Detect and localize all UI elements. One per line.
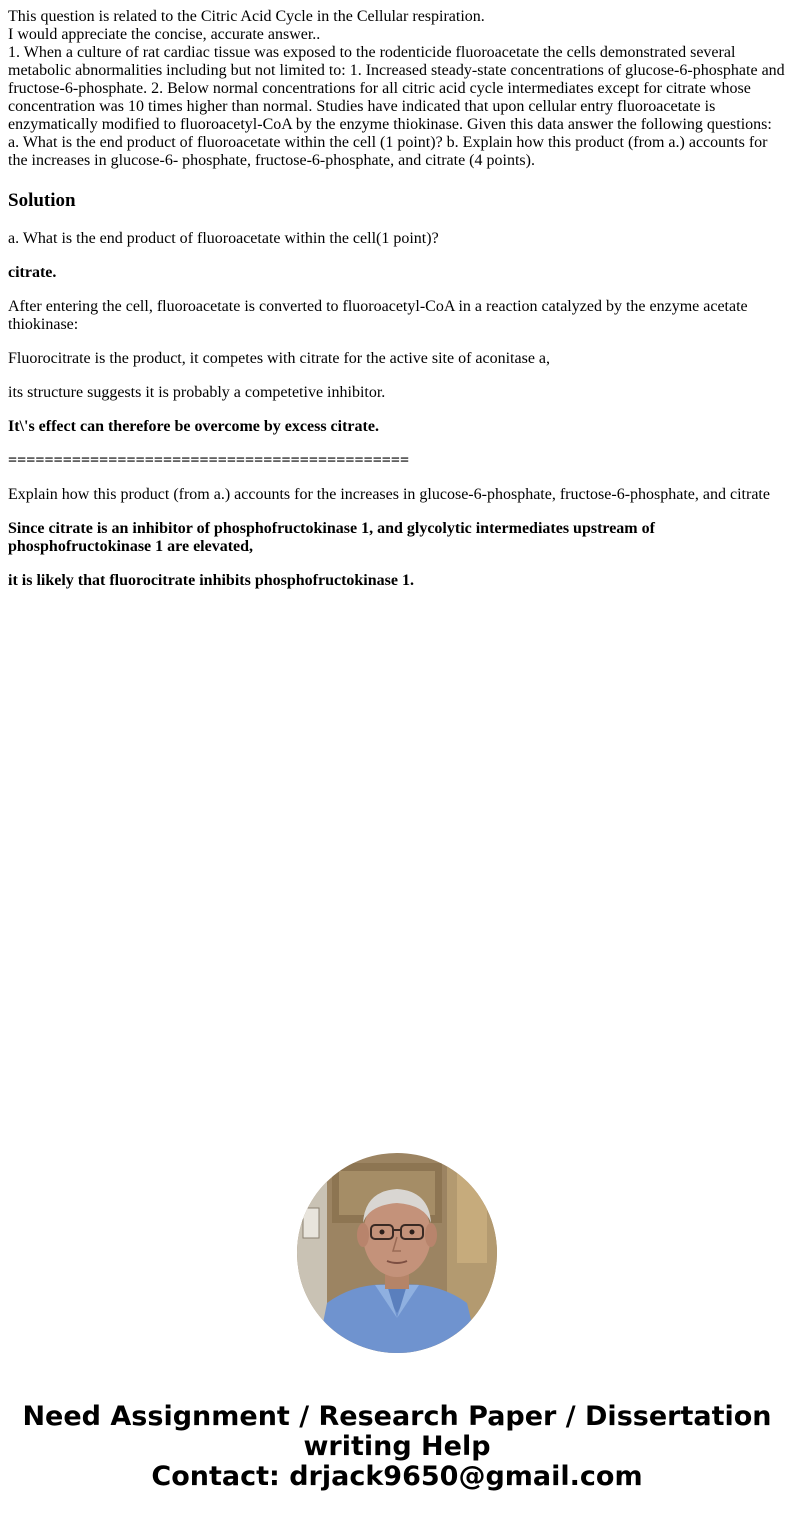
promo-contact: Contact: drjack9650@gmail.com [151,1461,643,1492]
promo-banner [0,1402,794,1492]
part-a-question: a. What is the end product of fluoroacetate within the cell(1 point)? [8,230,439,247]
question-block [8,8,786,170]
part-b-answer-1: Since citrate is an inhibitor of phosphofructokinase 1, and glycolytic intermediates upstream of phosphofructokinase 1 are elevated, [8,520,655,555]
question-request: I would appreciate the concise, accurate answer.. [8,26,321,43]
solution-paragraph-2: Fluorocitrate is the product, it competes with citrate for the active site of aconitase a, [8,350,551,367]
promo-line-2: writing Help [303,1431,491,1462]
part-b-answer-2: it is likely that fluorocitrate inhibits phosphofructokinase 1. [8,572,414,589]
question-intro: This question is related to the Citric Acid Cycle in the Cellular respiration. [8,8,485,25]
author-avatar [297,1153,497,1353]
solution-paragraph-4: It\'s effect can therefore be overcome by excess citrate. [8,418,379,435]
part-b-question: Explain how this product (from a.) accounts for the increases in glucose-6-phosphate, fructose-6-phosphate, and citrate [8,486,770,503]
solution-paragraph-3: its structure suggests it is probably a competetive inhibitor. [8,384,386,401]
document-content [8,8,786,606]
question-body: 1. When a culture of rat cardiac tissue was exposed to the rodenticide fluoroacetate the cells demonstrated several metabolic abnormalities including but not limited to: 1. Increased steady-state concentrations of glucose-6-phosphate and fructose-6-phosphate. 2. Below normal concentrations for all citric acid cycle intermediates except for citrate whose concentration was 10 times higher than normal. Studies have indicated that upon cellular entry fluoroacetate is enzymatically modified to fluoroacetyl-CoA by the enzyme thiokinase. Given this data answer the following questions: a. What is the end product of fluoroacetate within the cell (1 point)? b. Explain how this product (from a.) accounts for the increases in glucose-6- phosphate, fructose-6-phosphate, and citrate (4 points). [8,44,785,169]
promo-line-1: Need Assignment / Research Paper / Dissertation [22,1401,772,1432]
divider-line: ============================================ [8,452,410,469]
part-a-answer: citrate. [8,264,57,281]
author-portrait-image [297,1153,497,1353]
solution-paragraph-1: After entering the cell, fluoroacetate is converted to fluoroacetyl-CoA in a reaction catalyzed by the enzyme acetate thiokinase: [8,298,748,333]
solution-heading: Solution [8,190,76,211]
solution-block [8,230,786,590]
